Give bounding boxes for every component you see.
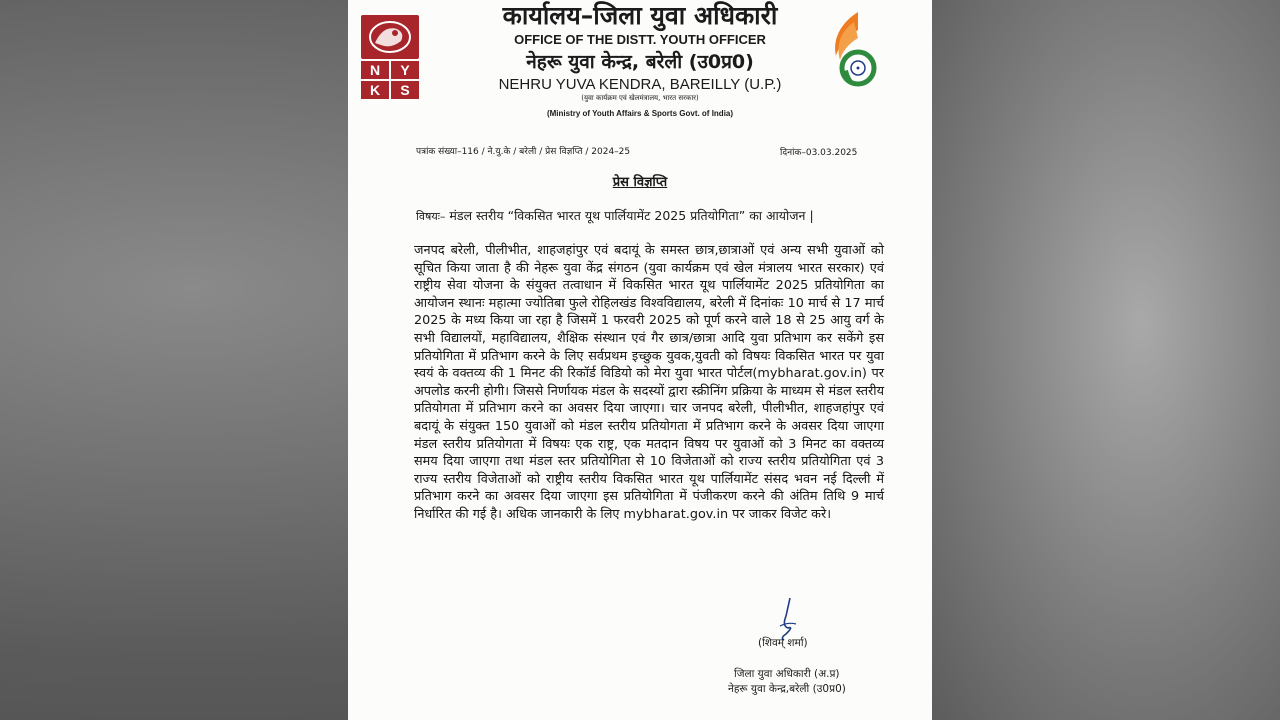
office-title-hindi: कार्यालय–जिला युवा अधिकारी [502,1,778,30]
logo-letter: K [361,81,389,99]
org-name-hindi: नेहरू युवा केन्द्र, बरेली (उ0प्र0) [526,51,754,73]
logo-letter: Y [391,61,419,79]
subject-text: मंडल स्तरीय “विकसित भारत यूथ पार्लियामेंट 2025 प्रतियोगिता” का आयोजन | [449,208,814,223]
press-release-heading: प्रेस विज्ञप्ति [612,175,668,190]
signatory-designation: जिला युवा अधिकारी (अ.प्र) [734,668,840,680]
signatory-office: नेहरू युवा केन्द्र,बरेली (उ0प्र0) [728,683,846,695]
office-title-english: OFFICE OF THE DISTT. YOUTH OFFICER [514,32,766,47]
org-name-english: NEHRU YUVA KENDRA, BAREILLY (U.P.) [498,76,782,93]
logo-letter: S [391,81,419,99]
logo-letter: N [361,61,389,79]
ministry-english: (Ministry of Youth Affairs & Sports Govt. of India) [546,109,734,118]
letter-reference-number: पत्रांक संख्या–116 / ने.यु.के / बरेली / प्रेस विज्ञप्ति / 2024–25 [416,147,631,157]
press-release-body: जनपद बरेली, पीलीभीत, शाहजहांपुर एवं बदायूं के समस्त छात्र,छात्राओं एवं अन्य सभी युवाओं को सूचित किया जाता है की नेहरू युवा केंद्र संगठन (युवा कार्यक्रम एवं खेल मंत्रालय भारत सरकार) एवं राष्ट्रीय सेवा योजना के संयुक्त तत्वाधान में विकसित भारत यूथ पार्लियामेंट 2025 प्रतियोगिता का आयोजन स्थानः महात्मा ज्योतिबा फुले रोहिलखंड विश्वविद्यालय, बरेली में दिनांकः 10 मार्च से 17 मार्च 2025 के मध्य किया जा रहा है जिसमें 1 फरवरी 2025 को पूर्ण करने वाले 18 से 25 आयु वर्ग के सभी विद्यालयों, महाविद्यालय, शैक्षिक संस्थान एवं गैर छात्र/छात्रा आदि युवा प्रतिभाग कर सकेंगे इस प्रतियोगिता में प्रतिभाग करने के लिए सर्वप्रथम इच्छुक युवक,युवती को विषयः विकसित भारत पर युवा स्वयं के वक्तव्य की 1 मिनट की रिकॉर्ड विडियो को मेरा युवा भारत पोर्टल(mybharat.gov.in) पर अपलोड करनी होगी। जिससे निर्णायक मंडल के सदस्यों द्वारा स्क्रीनिंग प्रक्रिया के माध्यम से मंडल स्तरीय प्रतियोगता में प्रतिभाग करने का अवसर दिया जाएगा। चार जनपद बरेली, पीलीभीत, शाहजहांपुर एवं बदायूं के संयुक्त 150 युवाओं को मंडल स्तरीय प्रतियोगता में प्रतिभाग करने के अवसर दिया जाएगा मंडल स्तरीय प्रतियोगता में विषयः एक राष्ट्र, एक मतदान विषय पर युवाओं को 3 मिनट का वक्तव्य समय दिया जाएगा तथा मंडल स्तर प्रतियोगिता से 10 विजेताओं को राज्य स्तरीय प्रतियोगिता एवं 3 राज्य स्तरीय विजेताओं को राष्ट्रीय स्तरीय विकसित भारत यूथ पार्लियामेंट संसद भवन नई दिल्ली में प्रतिभाग करने का अवसर दिया जाएगा इस प्रतियोगिता में पंजीकरण करने की अंतिम तिथि 9 मार्च निर्धारित की गई है। अधिक जानकारी के लिए mybharat.gov.in पर जाकर विजेट करे। [414,243,884,522]
blurred-background-right [932,0,1280,720]
subject-label: विषयः– [416,210,446,223]
press-release-document [348,0,932,720]
ministry-hindi: (युवा कार्यक्रम एवं खेलमंत्रालय, भारत सरकार) [581,94,699,102]
subject-line [416,207,896,224]
signatory-name: (शिवम् शर्मा) [758,637,808,649]
letter-date: दिनांक–03.03.2025 [780,148,858,158]
